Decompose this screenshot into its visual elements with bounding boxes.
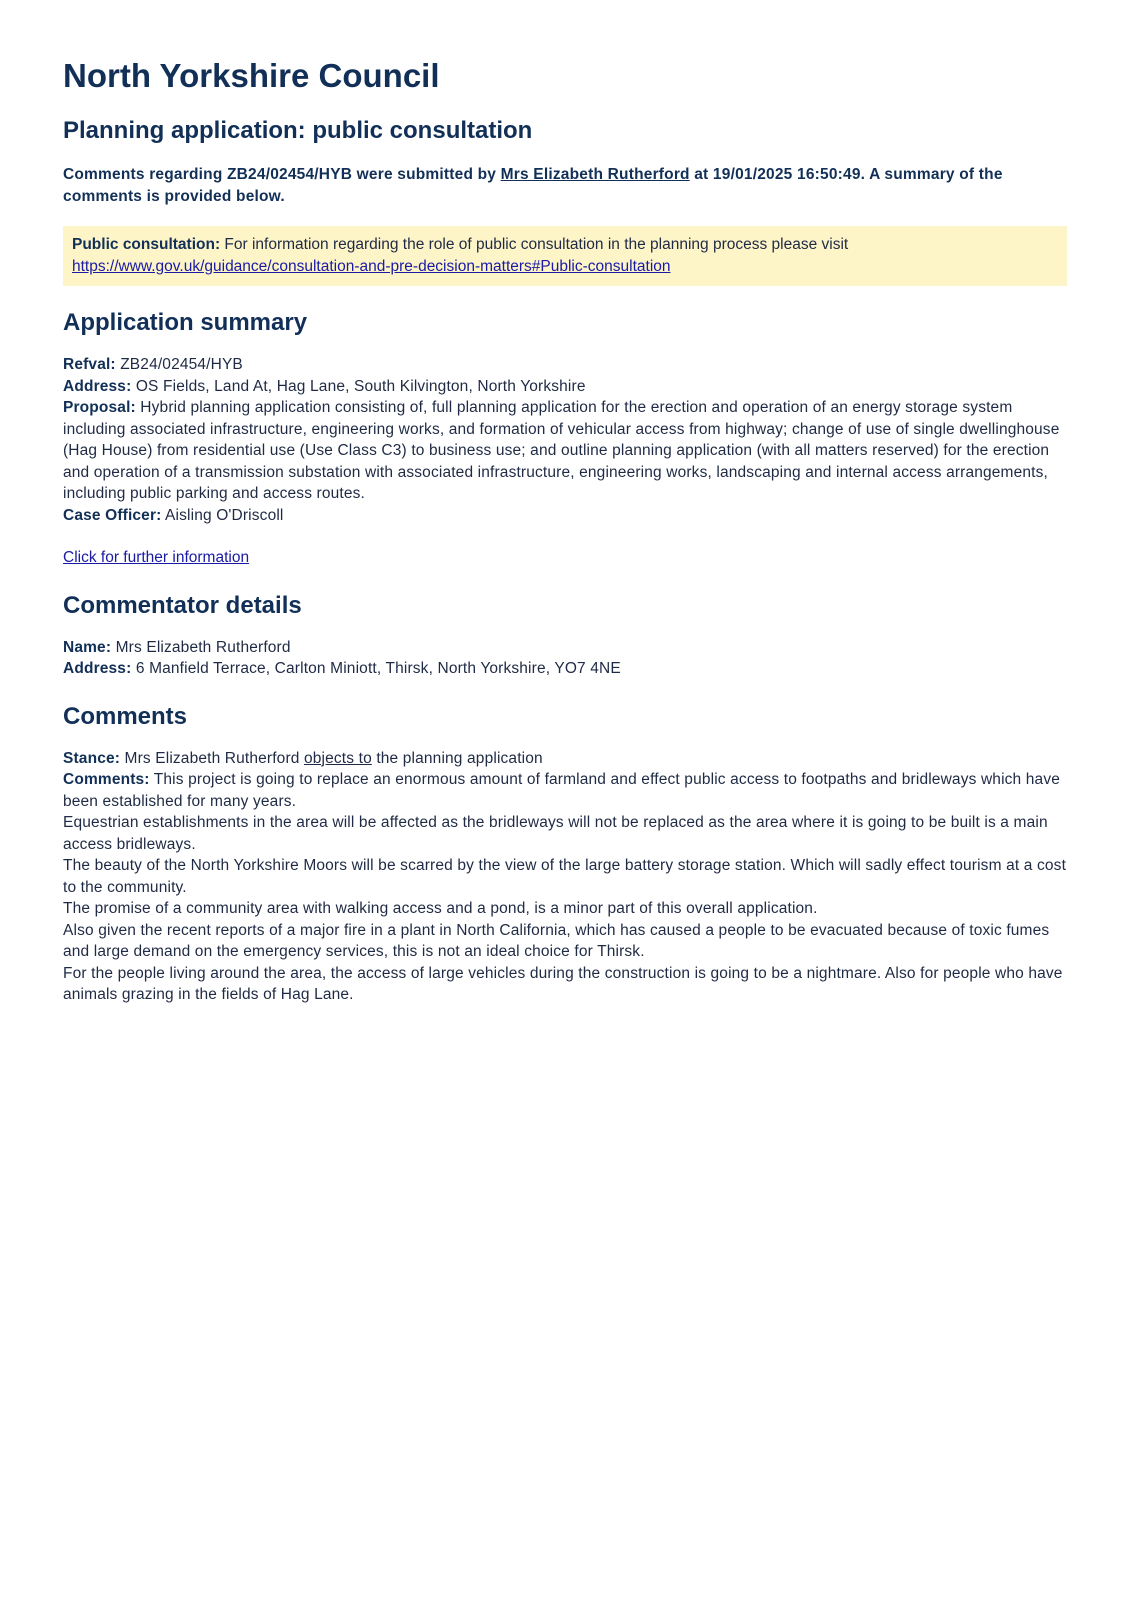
proposal-label: Proposal: (63, 399, 136, 416)
commentator-address-label: Address: (63, 660, 132, 677)
comment-line: Also given the recent reports of a major fire in a plant in North California, which has caused a people to be evacuated because of toxic fumes and large demand on the emergency services, this is not an ideal choice for Thirsk. (63, 921, 1050, 960)
stance-prefix: Mrs Elizabeth Rutherford (120, 749, 304, 767)
comment-line: This project is going to replace an enormous amount of farmland and effect public access to footpaths and bridleways which have been established for many years. (63, 771, 1060, 810)
case-officer-label: Case Officer: (63, 506, 162, 524)
comments-heading: Comments (63, 702, 188, 730)
further-information-link[interactable]: Click for further information (63, 549, 250, 566)
comment-line: The beauty of the North Yorkshire Moors will be scarred by the view of the large battery storage station. Which will sadly effect tourism at a cost to the community. (63, 857, 1067, 896)
stance-suffix: the planning application (371, 749, 543, 767)
application-summary-heading: Application summary (63, 309, 308, 336)
submitter-name-link[interactable]: Mrs Elizabeth Rutherford (500, 166, 690, 183)
commentator-name-label: Name: (63, 638, 112, 656)
site-address-row (63, 376, 1067, 398)
comment-line: For the people living around the area, the access of large vehicles during the construction is going to be a nightmare. Also for people who have animals grazing in the fields of Hag Lane. (63, 964, 1063, 1003)
site-address-label: Address: (63, 377, 132, 395)
commentator-details-heading: Commentator details (63, 591, 302, 619)
further-info-row (63, 547, 1067, 569)
case-officer-value: Aisling O'Driscoll (161, 506, 284, 524)
proposal-value: Hybrid planning application consisting of, full planning application for the erection and operation of an energy storage system including associated infrastructure, engineering works, and formation of vehicular access from highway; change of use of single dwellinghouse (Hag House) from residential use (Use Class C3) to business use; and outline planning application (with all matters reserved) for the erection and operation of a transmission substation with associated infrastructure, engineering works, landscaping and internal access arrangements, including public parking and access routes. (63, 399, 1060, 502)
intro-prefix: Comments regarding ZB24/02454/HYB were submitted by (63, 166, 501, 183)
intro-suffix: at 19/01/2025 16:50:49. A summary of the comments is provided below. (63, 166, 1003, 205)
commentator-address-value: 6 Manfield Terrace, Carlton Miniott, Thirsk, North Yorkshire, YO7 4NE (131, 660, 621, 677)
refval-value: ZB24/02454/HYB (115, 356, 243, 373)
submission-intro (63, 164, 1067, 208)
council-title: North Yorkshire Council (63, 57, 440, 94)
comments-label: Comments: (63, 771, 150, 788)
commentator-name-row (63, 637, 1067, 659)
stance-row (63, 748, 1067, 770)
notice-label: Public consultation: (72, 236, 221, 253)
case-officer-row (63, 505, 1067, 527)
public-consultation-notice (63, 226, 1067, 286)
commentator-address-row (63, 658, 1067, 680)
application-summary (63, 354, 1067, 526)
commentator-name-value: Mrs Elizabeth Rutherford (111, 638, 291, 656)
proposal-row (63, 397, 1067, 505)
refval-label: Refval: (63, 356, 116, 373)
comment-line: The promise of a community area with walking access and a pond, is a minor part of this overall application. (63, 900, 818, 917)
comments-body (63, 769, 1067, 1006)
comment-line: Equestrian establishments in the area will be affected as the bridleways will not be replaced as the area where it is going to be built is a main access bridleways. (63, 814, 1048, 853)
notice-text: For information regarding the role of public consultation in the planning process please visit (220, 236, 849, 253)
refval-row (63, 354, 1067, 376)
comments-section (63, 748, 1067, 1006)
page-subtitle: Planning application: public consultation (63, 117, 533, 144)
stance-objects-to-link[interactable]: objects to (304, 749, 372, 767)
stance-label: Stance: (63, 749, 121, 767)
consultation-guidance-link[interactable]: https://www.gov.uk/guidance/consultation-and-pre-decision-matters#Public-consultation (72, 257, 671, 275)
site-address-value: OS Fields, Land At, Hag Lane, South Kilvington, North Yorkshire (131, 377, 586, 395)
commentator-details (63, 637, 1067, 680)
